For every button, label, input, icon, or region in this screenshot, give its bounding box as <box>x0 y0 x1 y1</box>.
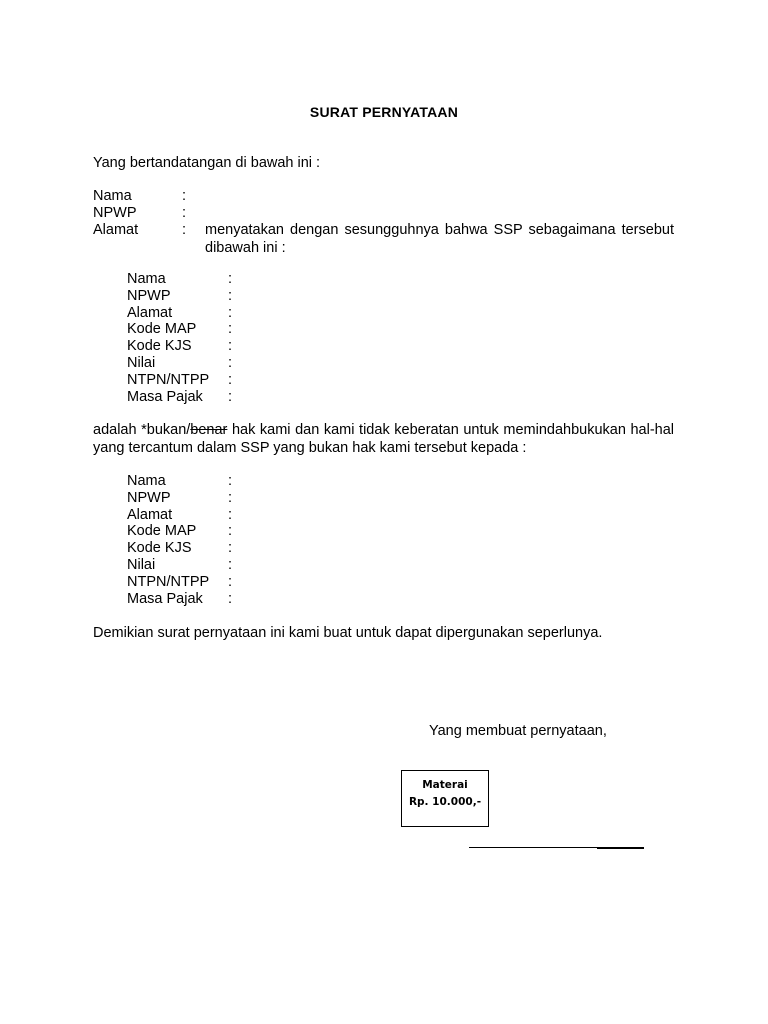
field-label: NTPN/NTPP <box>127 573 210 590</box>
field-row <box>127 321 238 338</box>
field-colon: : <box>228 271 233 287</box>
stamp-value: Rp. 10.000,- <box>408 796 482 808</box>
field-row <box>127 355 238 372</box>
field-label: Alamat <box>127 506 173 523</box>
field-colon: : <box>228 473 233 489</box>
field-colon: : <box>228 556 233 573</box>
field-colon: : <box>228 489 233 506</box>
field-row <box>127 372 238 389</box>
recipient-detail-block <box>127 473 238 607</box>
field-row <box>127 490 238 507</box>
field-row <box>127 473 238 490</box>
signer-npwp-colon: : <box>182 205 187 221</box>
signer-address-label: Alamat <box>93 222 139 238</box>
closing-text: Demikian surat pernyataan ini kami buat untuk dapat dipergunakan seperlunya. <box>93 625 603 641</box>
transfer-suffix: hak kami dan kami tidak keberatan untuk memindahbukukan hal-hal yang tercantum dalam SSP yang bukan hak kami tersebut kepada : <box>93 422 674 456</box>
field-colon: : <box>228 321 233 338</box>
transfer-prefix: adalah *bukan/ <box>93 422 191 438</box>
field-row <box>127 389 238 406</box>
field-colon: : <box>228 371 233 388</box>
field-label: Nama <box>127 473 166 489</box>
signature-label: Yang membuat pernyataan, <box>429 723 607 739</box>
intro-text: Yang bertandatangan di bawah ini : <box>93 155 321 171</box>
field-label: Nilai <box>127 556 156 573</box>
field-label: NPWP <box>127 489 171 506</box>
field-colon: : <box>228 540 233 557</box>
signer-address-colon: : <box>182 222 187 238</box>
statement-paragraph: menyatakan dengan sesungguhnya bahwa SSP sebagaimana tersebut dibawah ini : <box>205 222 674 256</box>
field-colon: : <box>228 304 233 321</box>
field-label: Masa Pajak <box>127 590 203 607</box>
signer-name-label: Nama <box>93 188 132 204</box>
signer-npwp-label: NPWP <box>93 205 137 221</box>
field-label: NPWP <box>127 287 171 304</box>
field-colon: : <box>228 354 233 371</box>
signature-line-accent <box>597 847 644 849</box>
field-row <box>127 574 238 591</box>
field-label: Nama <box>127 271 166 287</box>
field-row <box>127 271 238 288</box>
transfer-paragraph <box>93 421 674 457</box>
field-colon: : <box>228 287 233 304</box>
field-row <box>127 338 238 355</box>
field-label: Nilai <box>127 354 156 371</box>
stamp-title: Materai <box>422 779 468 791</box>
field-label: Kode MAP <box>127 321 197 338</box>
document-title: SURAT PERNYATAAN <box>309 104 459 120</box>
field-label: Kode KJS <box>127 338 192 355</box>
field-row <box>127 557 238 574</box>
materai-stamp-box <box>401 770 489 827</box>
field-label: Alamat <box>127 304 173 321</box>
signer-name-colon: : <box>182 188 187 204</box>
field-row <box>127 288 238 305</box>
field-row <box>127 591 238 608</box>
field-label: NTPN/NTPP <box>127 371 210 388</box>
field-colon: : <box>228 338 233 355</box>
field-colon: : <box>228 523 233 540</box>
ssp-detail-block <box>127 271 238 405</box>
field-row <box>127 540 238 557</box>
struck-word: benar <box>190 422 228 438</box>
field-colon: : <box>228 388 233 405</box>
field-colon: : <box>228 573 233 590</box>
field-label: Kode KJS <box>127 540 192 557</box>
field-row <box>127 305 238 322</box>
field-label: Kode MAP <box>127 523 197 540</box>
field-row <box>127 523 238 540</box>
field-colon: : <box>228 590 233 607</box>
field-label: Masa Pajak <box>127 388 203 405</box>
field-row <box>127 507 238 524</box>
field-colon: : <box>228 506 233 523</box>
